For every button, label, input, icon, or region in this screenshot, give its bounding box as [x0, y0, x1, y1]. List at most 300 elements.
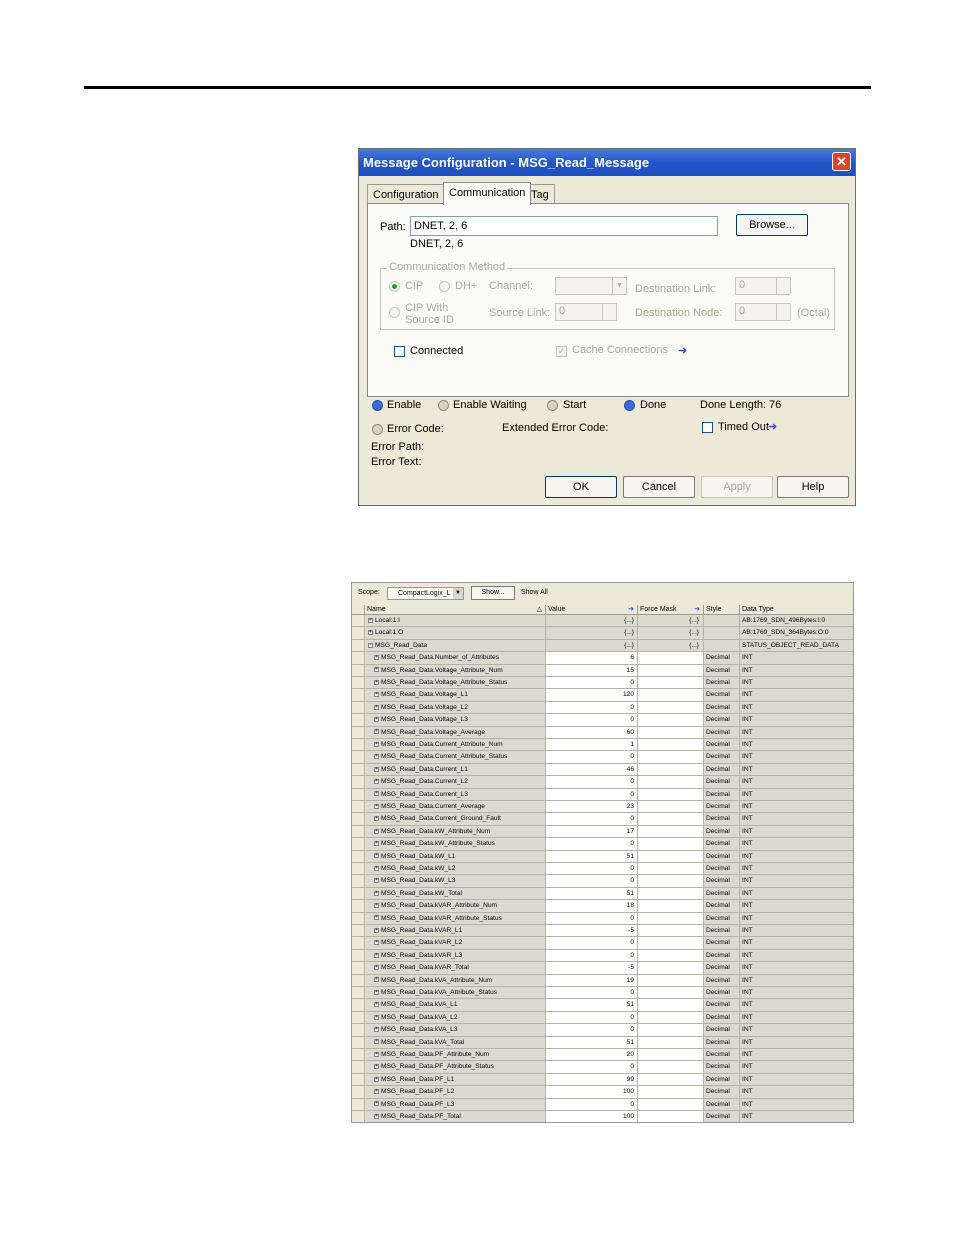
- tag-name-cell[interactable]: [365, 776, 546, 788]
- tag-value-cell[interactable]: 0: [546, 863, 638, 875]
- tag-value-cell[interactable]: 1: [546, 739, 638, 751]
- style-cell[interactable]: Decimal: [704, 652, 740, 664]
- tag-name-cell[interactable]: [365, 714, 546, 726]
- table-row[interactable]: [352, 1111, 853, 1123]
- tag-value-cell[interactable]: 0: [546, 987, 638, 999]
- tag-name-cell[interactable]: [365, 627, 546, 639]
- tag-name-cell[interactable]: [365, 652, 546, 664]
- expand-icon[interactable]: +: [369, 616, 372, 623]
- tag-value-cell[interactable]: 0: [546, 875, 638, 887]
- style-cell[interactable]: Decimal: [704, 1111, 740, 1123]
- tag-value-cell[interactable]: 100: [546, 1086, 638, 1098]
- style-cell[interactable]: [704, 615, 740, 627]
- row-selector[interactable]: [352, 801, 365, 813]
- expand-icon[interactable]: +: [375, 703, 378, 710]
- force-mask-cell[interactable]: [638, 727, 704, 739]
- table-row[interactable]: [352, 987, 853, 999]
- tag-value-cell[interactable]: 0: [546, 838, 638, 850]
- row-selector[interactable]: [352, 925, 365, 937]
- tag-value-cell[interactable]: 0: [546, 937, 638, 949]
- expand-icon[interactable]: +: [375, 877, 378, 884]
- tag-name-cell[interactable]: [365, 913, 546, 925]
- force-mask-cell[interactable]: [638, 1024, 704, 1036]
- tab-communication[interactable]: Communication: [443, 182, 531, 205]
- tag-name-cell[interactable]: [365, 1012, 546, 1024]
- row-selector[interactable]: [352, 789, 365, 801]
- force-mask-cell[interactable]: [638, 813, 704, 825]
- style-cell[interactable]: Decimal: [704, 838, 740, 850]
- tag-name-cell[interactable]: [365, 999, 546, 1011]
- expand-icon[interactable]: +: [375, 1013, 378, 1020]
- tag-name-cell[interactable]: [365, 640, 546, 652]
- row-selector[interactable]: [352, 764, 365, 776]
- row-selector[interactable]: [352, 615, 365, 627]
- expand-icon[interactable]: +: [375, 765, 378, 772]
- style-cell[interactable]: Decimal: [704, 962, 740, 974]
- column-header-value[interactable]: [546, 605, 638, 615]
- row-selector[interactable]: [352, 739, 365, 751]
- table-row[interactable]: [352, 615, 853, 627]
- cip-with-source-id-radio[interactable]: [389, 307, 400, 318]
- table-row[interactable]: [352, 1024, 853, 1036]
- tag-value-cell[interactable]: 100: [546, 1111, 638, 1123]
- tag-name-cell[interactable]: [365, 888, 546, 900]
- table-row[interactable]: [352, 714, 853, 726]
- force-mask-cell[interactable]: [638, 689, 704, 701]
- expand-icon[interactable]: +: [375, 1001, 378, 1008]
- expand-icon[interactable]: +: [375, 777, 378, 784]
- tag-name-cell[interactable]: [365, 937, 546, 949]
- table-row[interactable]: [352, 863, 853, 875]
- table-row[interactable]: [352, 950, 853, 962]
- force-mask-cell[interactable]: [638, 751, 704, 763]
- tag-value-cell[interactable]: 99: [546, 1074, 638, 1086]
- row-selector[interactable]: [352, 987, 365, 999]
- style-cell[interactable]: Decimal: [704, 665, 740, 677]
- table-row[interactable]: [352, 751, 853, 763]
- table-row[interactable]: [352, 838, 853, 850]
- expand-icon[interactable]: +: [375, 963, 378, 970]
- force-mask-cell[interactable]: [638, 739, 704, 751]
- tag-name-cell[interactable]: [365, 665, 546, 677]
- style-cell[interactable]: Decimal: [704, 900, 740, 912]
- tag-name-cell[interactable]: [365, 764, 546, 776]
- tag-name-cell[interactable]: [365, 1061, 546, 1073]
- row-selector[interactable]: [352, 888, 365, 900]
- expand-icon[interactable]: +: [375, 740, 378, 747]
- tag-name-cell[interactable]: [365, 975, 546, 987]
- table-row[interactable]: [352, 1049, 853, 1061]
- expand-icon[interactable]: +: [375, 976, 378, 983]
- row-selector[interactable]: [352, 1099, 365, 1111]
- timed-out-checkbox[interactable]: [702, 422, 713, 433]
- expand-icon[interactable]: +: [375, 988, 378, 995]
- force-mask-cell[interactable]: [638, 665, 704, 677]
- table-row[interactable]: [352, 764, 853, 776]
- style-cell[interactable]: Decimal: [704, 677, 740, 689]
- tag-name-cell[interactable]: [365, 1074, 546, 1086]
- force-mask-cell[interactable]: [638, 1037, 704, 1049]
- style-cell[interactable]: Decimal: [704, 813, 740, 825]
- tag-value-cell[interactable]: 15: [546, 665, 638, 677]
- tag-value-cell[interactable]: 23: [546, 801, 638, 813]
- expand-icon[interactable]: +: [369, 629, 372, 636]
- style-cell[interactable]: Decimal: [704, 913, 740, 925]
- force-mask-cell[interactable]: [638, 1012, 704, 1024]
- style-cell[interactable]: [704, 640, 740, 652]
- table-row[interactable]: [352, 727, 853, 739]
- row-selector[interactable]: [352, 999, 365, 1011]
- tag-name-cell[interactable]: [365, 1037, 546, 1049]
- style-cell[interactable]: Decimal: [704, 975, 740, 987]
- style-cell[interactable]: Decimal: [704, 987, 740, 999]
- column-header-force-mask[interactable]: [638, 605, 704, 615]
- table-row[interactable]: [352, 875, 853, 887]
- expand-icon[interactable]: +: [375, 1087, 378, 1094]
- expand-icon[interactable]: +: [375, 939, 378, 946]
- row-selector[interactable]: [352, 826, 365, 838]
- row-selector[interactable]: [352, 776, 365, 788]
- row-selector[interactable]: [352, 962, 365, 974]
- apply-button[interactable]: Apply: [701, 476, 773, 498]
- row-selector[interactable]: [352, 950, 365, 962]
- tag-value-cell[interactable]: 60: [546, 727, 638, 739]
- row-selector[interactable]: [352, 1086, 365, 1098]
- force-mask-cell[interactable]: [638, 962, 704, 974]
- tag-name-cell[interactable]: [365, 875, 546, 887]
- style-cell[interactable]: Decimal: [704, 789, 740, 801]
- row-selector[interactable]: [352, 751, 365, 763]
- row-selector[interactable]: [352, 1049, 365, 1061]
- tag-value-cell[interactable]: {...}: [546, 627, 638, 639]
- row-selector[interactable]: [352, 838, 365, 850]
- table-row[interactable]: [352, 900, 853, 912]
- spinner-icon[interactable]: [776, 304, 790, 320]
- table-row[interactable]: [352, 677, 853, 689]
- expand-icon[interactable]: +: [375, 790, 378, 797]
- table-row[interactable]: [352, 925, 853, 937]
- force-mask-cell[interactable]: [638, 925, 704, 937]
- tab-configuration[interactable]: Configuration: [367, 184, 444, 204]
- force-mask-cell[interactable]: [638, 851, 704, 863]
- tag-name-cell[interactable]: [365, 813, 546, 825]
- force-mask-cell[interactable]: [638, 652, 704, 664]
- cancel-button[interactable]: Cancel: [623, 476, 695, 498]
- expand-icon[interactable]: +: [375, 1050, 378, 1057]
- style-cell[interactable]: Decimal: [704, 1074, 740, 1086]
- expand-icon[interactable]: +: [375, 653, 378, 660]
- row-selector[interactable]: [352, 689, 365, 701]
- channel-select[interactable]: [555, 277, 627, 295]
- style-cell[interactable]: Decimal: [704, 1049, 740, 1061]
- force-mask-cell[interactable]: [638, 1074, 704, 1086]
- tag-name-cell[interactable]: [365, 677, 546, 689]
- tag-value-cell[interactable]: 0: [546, 751, 638, 763]
- tag-name-cell[interactable]: [365, 962, 546, 974]
- expand-icon[interactable]: +: [375, 926, 378, 933]
- path-input[interactable]: [410, 216, 718, 236]
- tag-name-cell[interactable]: [365, 739, 546, 751]
- tag-name-cell[interactable]: [365, 801, 546, 813]
- help-button[interactable]: Help: [777, 476, 849, 498]
- row-selector[interactable]: [352, 913, 365, 925]
- tag-value-cell[interactable]: 0: [546, 1012, 638, 1024]
- tag-value-cell[interactable]: 46: [546, 764, 638, 776]
- tag-value-cell[interactable]: 19: [546, 975, 638, 987]
- table-row[interactable]: [352, 813, 853, 825]
- row-selector[interactable]: [352, 677, 365, 689]
- tag-value-cell[interactable]: 0: [546, 776, 638, 788]
- close-button[interactable]: [832, 152, 851, 171]
- table-row[interactable]: [352, 739, 853, 751]
- row-selector[interactable]: [352, 1111, 365, 1123]
- tag-name-cell[interactable]: [365, 689, 546, 701]
- force-mask-cell[interactable]: [638, 702, 704, 714]
- force-mask-cell[interactable]: [638, 1111, 704, 1123]
- destination-link-input[interactable]: [735, 277, 791, 295]
- force-mask-cell[interactable]: [638, 838, 704, 850]
- style-cell[interactable]: Decimal: [704, 863, 740, 875]
- table-row[interactable]: [352, 851, 853, 863]
- tag-name-cell[interactable]: [365, 615, 546, 627]
- style-cell[interactable]: Decimal: [704, 764, 740, 776]
- table-row[interactable]: [352, 1037, 853, 1049]
- tag-value-cell[interactable]: 0: [546, 714, 638, 726]
- cache-connections-checkbox[interactable]: ✓: [557, 346, 566, 356]
- table-row[interactable]: [352, 702, 853, 714]
- force-mask-cell[interactable]: {...}: [638, 640, 704, 652]
- expand-icon[interactable]: +: [375, 691, 378, 698]
- table-row[interactable]: [352, 1061, 853, 1073]
- tag-name-cell[interactable]: [365, 900, 546, 912]
- expand-icon[interactable]: +: [375, 1112, 378, 1119]
- expand-icon[interactable]: +: [375, 802, 378, 809]
- tag-value-cell[interactable]: 51: [546, 999, 638, 1011]
- expand-icon[interactable]: −: [369, 641, 372, 648]
- tag-name-cell[interactable]: [365, 789, 546, 801]
- force-mask-cell[interactable]: [638, 999, 704, 1011]
- row-selector[interactable]: [352, 813, 365, 825]
- force-mask-cell[interactable]: [638, 987, 704, 999]
- tag-value-cell[interactable]: 6: [546, 652, 638, 664]
- tag-name-cell[interactable]: [365, 826, 546, 838]
- browse-button[interactable]: Browse...: [736, 214, 808, 236]
- expand-icon[interactable]: +: [375, 1038, 378, 1045]
- style-cell[interactable]: Decimal: [704, 925, 740, 937]
- expand-icon[interactable]: +: [375, 852, 378, 859]
- table-row[interactable]: [352, 627, 853, 639]
- cip-radio[interactable]: [389, 281, 400, 292]
- row-selector[interactable]: [352, 702, 365, 714]
- force-mask-cell[interactable]: [638, 875, 704, 887]
- tag-name-cell[interactable]: [365, 950, 546, 962]
- table-row[interactable]: [352, 937, 853, 949]
- expand-icon[interactable]: +: [375, 1063, 378, 1070]
- force-mask-cell[interactable]: [638, 888, 704, 900]
- row-selector[interactable]: [352, 975, 365, 987]
- row-selector[interactable]: [352, 851, 365, 863]
- tag-value-cell[interactable]: 0: [546, 813, 638, 825]
- table-row[interactable]: [352, 640, 853, 652]
- expand-icon[interactable]: +: [375, 827, 378, 834]
- force-mask-cell[interactable]: [638, 826, 704, 838]
- tag-value-cell[interactable]: 120: [546, 689, 638, 701]
- table-row[interactable]: [352, 1086, 853, 1098]
- table-row[interactable]: [352, 962, 853, 974]
- expand-icon[interactable]: +: [375, 815, 378, 822]
- expand-icon[interactable]: +: [375, 666, 378, 673]
- tag-value-cell[interactable]: {...}: [546, 615, 638, 627]
- destination-node-input[interactable]: [735, 303, 791, 321]
- source-link-input[interactable]: [555, 303, 617, 321]
- expand-icon[interactable]: +: [375, 951, 378, 958]
- row-selector[interactable]: [352, 875, 365, 887]
- force-mask-cell[interactable]: [638, 950, 704, 962]
- table-row[interactable]: [352, 1099, 853, 1111]
- force-mask-cell[interactable]: [638, 1061, 704, 1073]
- column-header-data-type[interactable]: Data Type: [740, 605, 854, 615]
- tag-name-cell[interactable]: [365, 838, 546, 850]
- table-row[interactable]: [352, 1074, 853, 1086]
- table-row[interactable]: [352, 826, 853, 838]
- expand-icon[interactable]: +: [375, 901, 378, 908]
- row-selector[interactable]: [352, 727, 365, 739]
- style-cell[interactable]: Decimal: [704, 727, 740, 739]
- force-mask-cell[interactable]: [638, 1086, 704, 1098]
- row-selector[interactable]: [352, 1061, 365, 1073]
- tag-name-cell[interactable]: [365, 1024, 546, 1036]
- tag-name-cell[interactable]: [365, 727, 546, 739]
- row-selector[interactable]: [352, 863, 365, 875]
- column-header-name[interactable]: [365, 605, 546, 615]
- row-selector[interactable]: [352, 1037, 365, 1049]
- style-cell[interactable]: Decimal: [704, 714, 740, 726]
- style-cell[interactable]: Decimal: [704, 739, 740, 751]
- connected-checkbox[interactable]: [394, 346, 405, 357]
- style-cell[interactable]: Decimal: [704, 1086, 740, 1098]
- tag-value-cell[interactable]: 0: [546, 1099, 638, 1111]
- tag-name-cell[interactable]: [365, 1111, 546, 1123]
- tag-value-cell[interactable]: 0: [546, 913, 638, 925]
- force-mask-cell[interactable]: [638, 789, 704, 801]
- tag-value-cell[interactable]: 0: [546, 789, 638, 801]
- style-cell[interactable]: Decimal: [704, 888, 740, 900]
- force-mask-cell[interactable]: [638, 1049, 704, 1061]
- tag-name-cell[interactable]: [365, 851, 546, 863]
- row-selector[interactable]: [352, 665, 365, 677]
- expand-icon[interactable]: +: [375, 715, 378, 722]
- table-row[interactable]: [352, 665, 853, 677]
- style-cell[interactable]: Decimal: [704, 937, 740, 949]
- style-cell[interactable]: Decimal: [704, 1037, 740, 1049]
- spinner-icon[interactable]: [776, 278, 790, 294]
- style-cell[interactable]: Decimal: [704, 689, 740, 701]
- expand-icon[interactable]: +: [375, 678, 378, 685]
- table-row[interactable]: [352, 1012, 853, 1024]
- table-row[interactable]: [352, 689, 853, 701]
- table-row[interactable]: [352, 888, 853, 900]
- row-selector[interactable]: [352, 1012, 365, 1024]
- tag-value-cell[interactable]: 20: [546, 1049, 638, 1061]
- force-mask-cell[interactable]: [638, 913, 704, 925]
- table-row[interactable]: [352, 913, 853, 925]
- tag-value-cell[interactable]: 51: [546, 851, 638, 863]
- force-mask-cell[interactable]: [638, 863, 704, 875]
- row-selector[interactable]: [352, 1024, 365, 1036]
- tag-name-cell[interactable]: [365, 1049, 546, 1061]
- tag-value-cell[interactable]: -5: [546, 962, 638, 974]
- force-mask-cell[interactable]: [638, 764, 704, 776]
- tag-name-cell[interactable]: [365, 987, 546, 999]
- scope-select[interactable]: [387, 587, 464, 600]
- style-cell[interactable]: Decimal: [704, 826, 740, 838]
- column-header-style[interactable]: Style: [704, 605, 740, 615]
- expand-icon[interactable]: +: [375, 839, 378, 846]
- table-row[interactable]: [352, 652, 853, 664]
- expand-icon[interactable]: +: [375, 889, 378, 896]
- expand-icon[interactable]: +: [375, 1025, 378, 1032]
- style-cell[interactable]: Decimal: [704, 1099, 740, 1111]
- tag-value-cell[interactable]: 0: [546, 677, 638, 689]
- style-cell[interactable]: Decimal: [704, 702, 740, 714]
- style-cell[interactable]: Decimal: [704, 999, 740, 1011]
- row-selector[interactable]: [352, 1074, 365, 1086]
- force-mask-cell[interactable]: [638, 776, 704, 788]
- table-row[interactable]: [352, 999, 853, 1011]
- style-cell[interactable]: Decimal: [704, 875, 740, 887]
- tag-name-cell[interactable]: [365, 863, 546, 875]
- expand-icon[interactable]: +: [375, 1075, 378, 1082]
- style-cell[interactable]: Decimal: [704, 751, 740, 763]
- show-button[interactable]: Show...: [471, 586, 515, 600]
- style-cell[interactable]: Decimal: [704, 1061, 740, 1073]
- tag-value-cell[interactable]: 0: [546, 702, 638, 714]
- force-mask-cell[interactable]: [638, 975, 704, 987]
- table-row[interactable]: [352, 789, 853, 801]
- tag-name-cell[interactable]: [365, 1086, 546, 1098]
- spinner-icon[interactable]: [602, 304, 616, 320]
- row-selector[interactable]: [352, 714, 365, 726]
- expand-icon[interactable]: +: [375, 914, 378, 921]
- tag-name-cell[interactable]: [365, 1099, 546, 1111]
- style-cell[interactable]: Decimal: [704, 1024, 740, 1036]
- style-cell[interactable]: Decimal: [704, 776, 740, 788]
- force-mask-cell[interactable]: [638, 677, 704, 689]
- tag-value-cell[interactable]: 0: [546, 1024, 638, 1036]
- style-cell[interactable]: Decimal: [704, 1012, 740, 1024]
- expand-icon[interactable]: +: [375, 1100, 378, 1107]
- row-selector[interactable]: [352, 937, 365, 949]
- tag-value-cell[interactable]: 0: [546, 950, 638, 962]
- force-mask-cell[interactable]: {...}: [638, 627, 704, 639]
- tag-value-cell[interactable]: {...}: [546, 640, 638, 652]
- style-cell[interactable]: Decimal: [704, 851, 740, 863]
- dhplus-radio[interactable]: [439, 281, 450, 292]
- expand-icon[interactable]: +: [375, 864, 378, 871]
- tab-tag[interactable]: Tag: [525, 184, 555, 204]
- force-mask-cell[interactable]: [638, 1099, 704, 1111]
- tag-name-cell[interactable]: [365, 925, 546, 937]
- row-selector[interactable]: [352, 627, 365, 639]
- table-row[interactable]: [352, 776, 853, 788]
- expand-icon[interactable]: +: [375, 753, 378, 760]
- row-selector[interactable]: [352, 640, 365, 652]
- force-mask-cell[interactable]: [638, 937, 704, 949]
- style-cell[interactable]: Decimal: [704, 950, 740, 962]
- tag-value-cell[interactable]: -5: [546, 925, 638, 937]
- row-selector[interactable]: [352, 900, 365, 912]
- table-row[interactable]: [352, 975, 853, 987]
